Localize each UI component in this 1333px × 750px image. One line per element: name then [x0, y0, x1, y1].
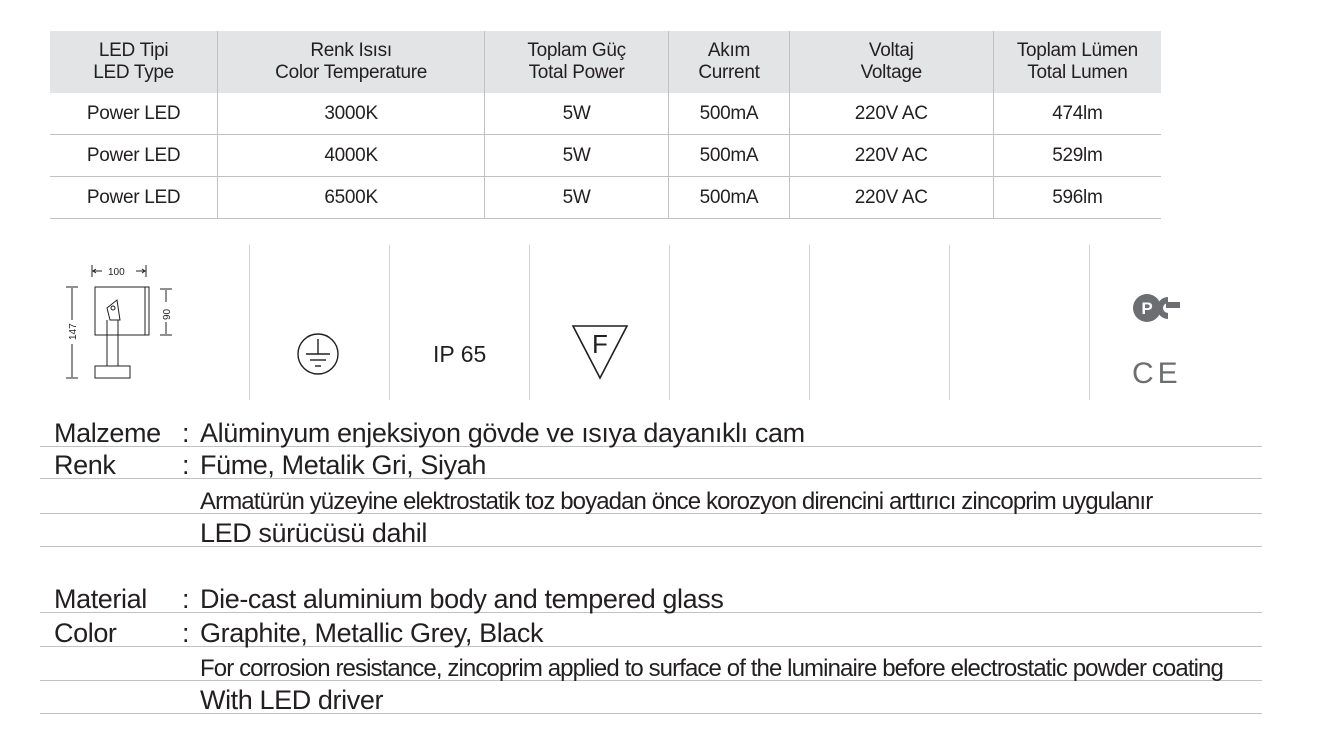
ip-rating: IP 65	[433, 341, 487, 367]
table-cell: 6500K	[218, 177, 485, 219]
header-led-type: LED Tipi LED Type	[50, 31, 218, 93]
description-row-driver-en	[40, 687, 1262, 714]
field-value: Füme, Metalik Gri, Siyah	[200, 450, 486, 480]
header-color-temperature: Renk Isısı Color Temperature	[218, 31, 485, 93]
divider	[389, 245, 390, 400]
field-value: Graphite, Metallic Grey, Black	[200, 618, 544, 648]
table-cell: Power LED	[50, 135, 218, 177]
header-total-power: Toplam Güç Total Power	[485, 31, 669, 93]
field-value: With LED driver	[200, 685, 384, 715]
ce-mark: CE	[1132, 357, 1182, 390]
divider	[949, 245, 950, 400]
field-key: Color	[54, 618, 117, 648]
table-cell: Power LED	[50, 93, 218, 135]
icon-strip	[40, 245, 1200, 400]
description-row-coating-en	[40, 654, 1262, 681]
table-row	[50, 177, 1161, 219]
field-value: Die-cast aluminium body and tempered glass	[200, 584, 724, 614]
divider	[529, 245, 530, 400]
divider	[669, 245, 670, 400]
dimension-width-label: 100	[108, 267, 125, 278]
table-cell: 500mA	[669, 177, 790, 219]
table-cell: 500mA	[669, 135, 790, 177]
header-total-lumen: Toplam Lümen Total Lumen	[993, 31, 1161, 93]
spec-table-header-row	[50, 31, 1161, 93]
pct-certification-icon	[1132, 293, 1182, 323]
table-cell: 3000K	[218, 93, 485, 135]
table-cell: 4000K	[218, 135, 485, 177]
table-cell: Power LED	[50, 177, 218, 219]
field-key: Malzeme	[54, 418, 161, 448]
table-cell: 220V AC	[789, 177, 993, 219]
spec-table	[50, 31, 1161, 219]
divider	[249, 245, 250, 400]
table-cell: 596lm	[993, 177, 1161, 219]
description-row-material-tr	[40, 420, 1262, 447]
f-mark-icon	[570, 323, 630, 381]
table-cell: 220V AC	[789, 135, 993, 177]
description-row-color-tr	[40, 452, 1262, 479]
field-key: Renk	[54, 450, 116, 480]
table-cell: 220V AC	[789, 93, 993, 135]
field-value: Armatürün yüzeyine elektrostatik toz boyadan önce korozyon direncini arttırıcı zincoprim uygulanır	[200, 488, 1153, 515]
field-key: Material	[54, 584, 147, 614]
divider	[809, 245, 810, 400]
header-voltage: Voltaj Voltage	[789, 31, 993, 93]
dimension-height-label: 147	[68, 323, 79, 340]
header-current: Akım Current	[669, 31, 790, 93]
description-row-coating-tr	[40, 487, 1262, 514]
svg-text:P: P	[1141, 299, 1153, 318]
field-value: Alüminyum enjeksiyon gövde ve ısıya dayanıklı cam	[200, 418, 805, 448]
field-value: LED sürücüsü dahil	[200, 518, 427, 548]
table-cell: 529lm	[993, 135, 1161, 177]
earth-ground-icon	[290, 331, 344, 377]
colon: :	[182, 418, 190, 448]
colon: :	[182, 618, 190, 648]
table-cell: 5W	[485, 177, 669, 219]
table-row	[50, 135, 1161, 177]
table-cell: 474lm	[993, 93, 1161, 135]
divider	[1089, 245, 1090, 400]
table-row	[50, 93, 1161, 135]
description-row-material-en	[40, 586, 1262, 613]
table-cell: 5W	[485, 135, 669, 177]
dimension-drawing-icon	[60, 260, 190, 385]
dimension-head-label: 90	[162, 308, 173, 320]
colon: :	[182, 450, 190, 480]
table-cell: 5W	[485, 93, 669, 135]
table-cell: 500mA	[669, 93, 790, 135]
colon: :	[182, 584, 190, 614]
f-mark-label: F	[592, 329, 608, 359]
field-value: For corrosion resistance, zincoprim applied to surface of the luminaire before electrostatic powder coating	[200, 655, 1223, 682]
description-row-color-en	[40, 620, 1262, 647]
description-row-driver-tr	[40, 520, 1262, 547]
